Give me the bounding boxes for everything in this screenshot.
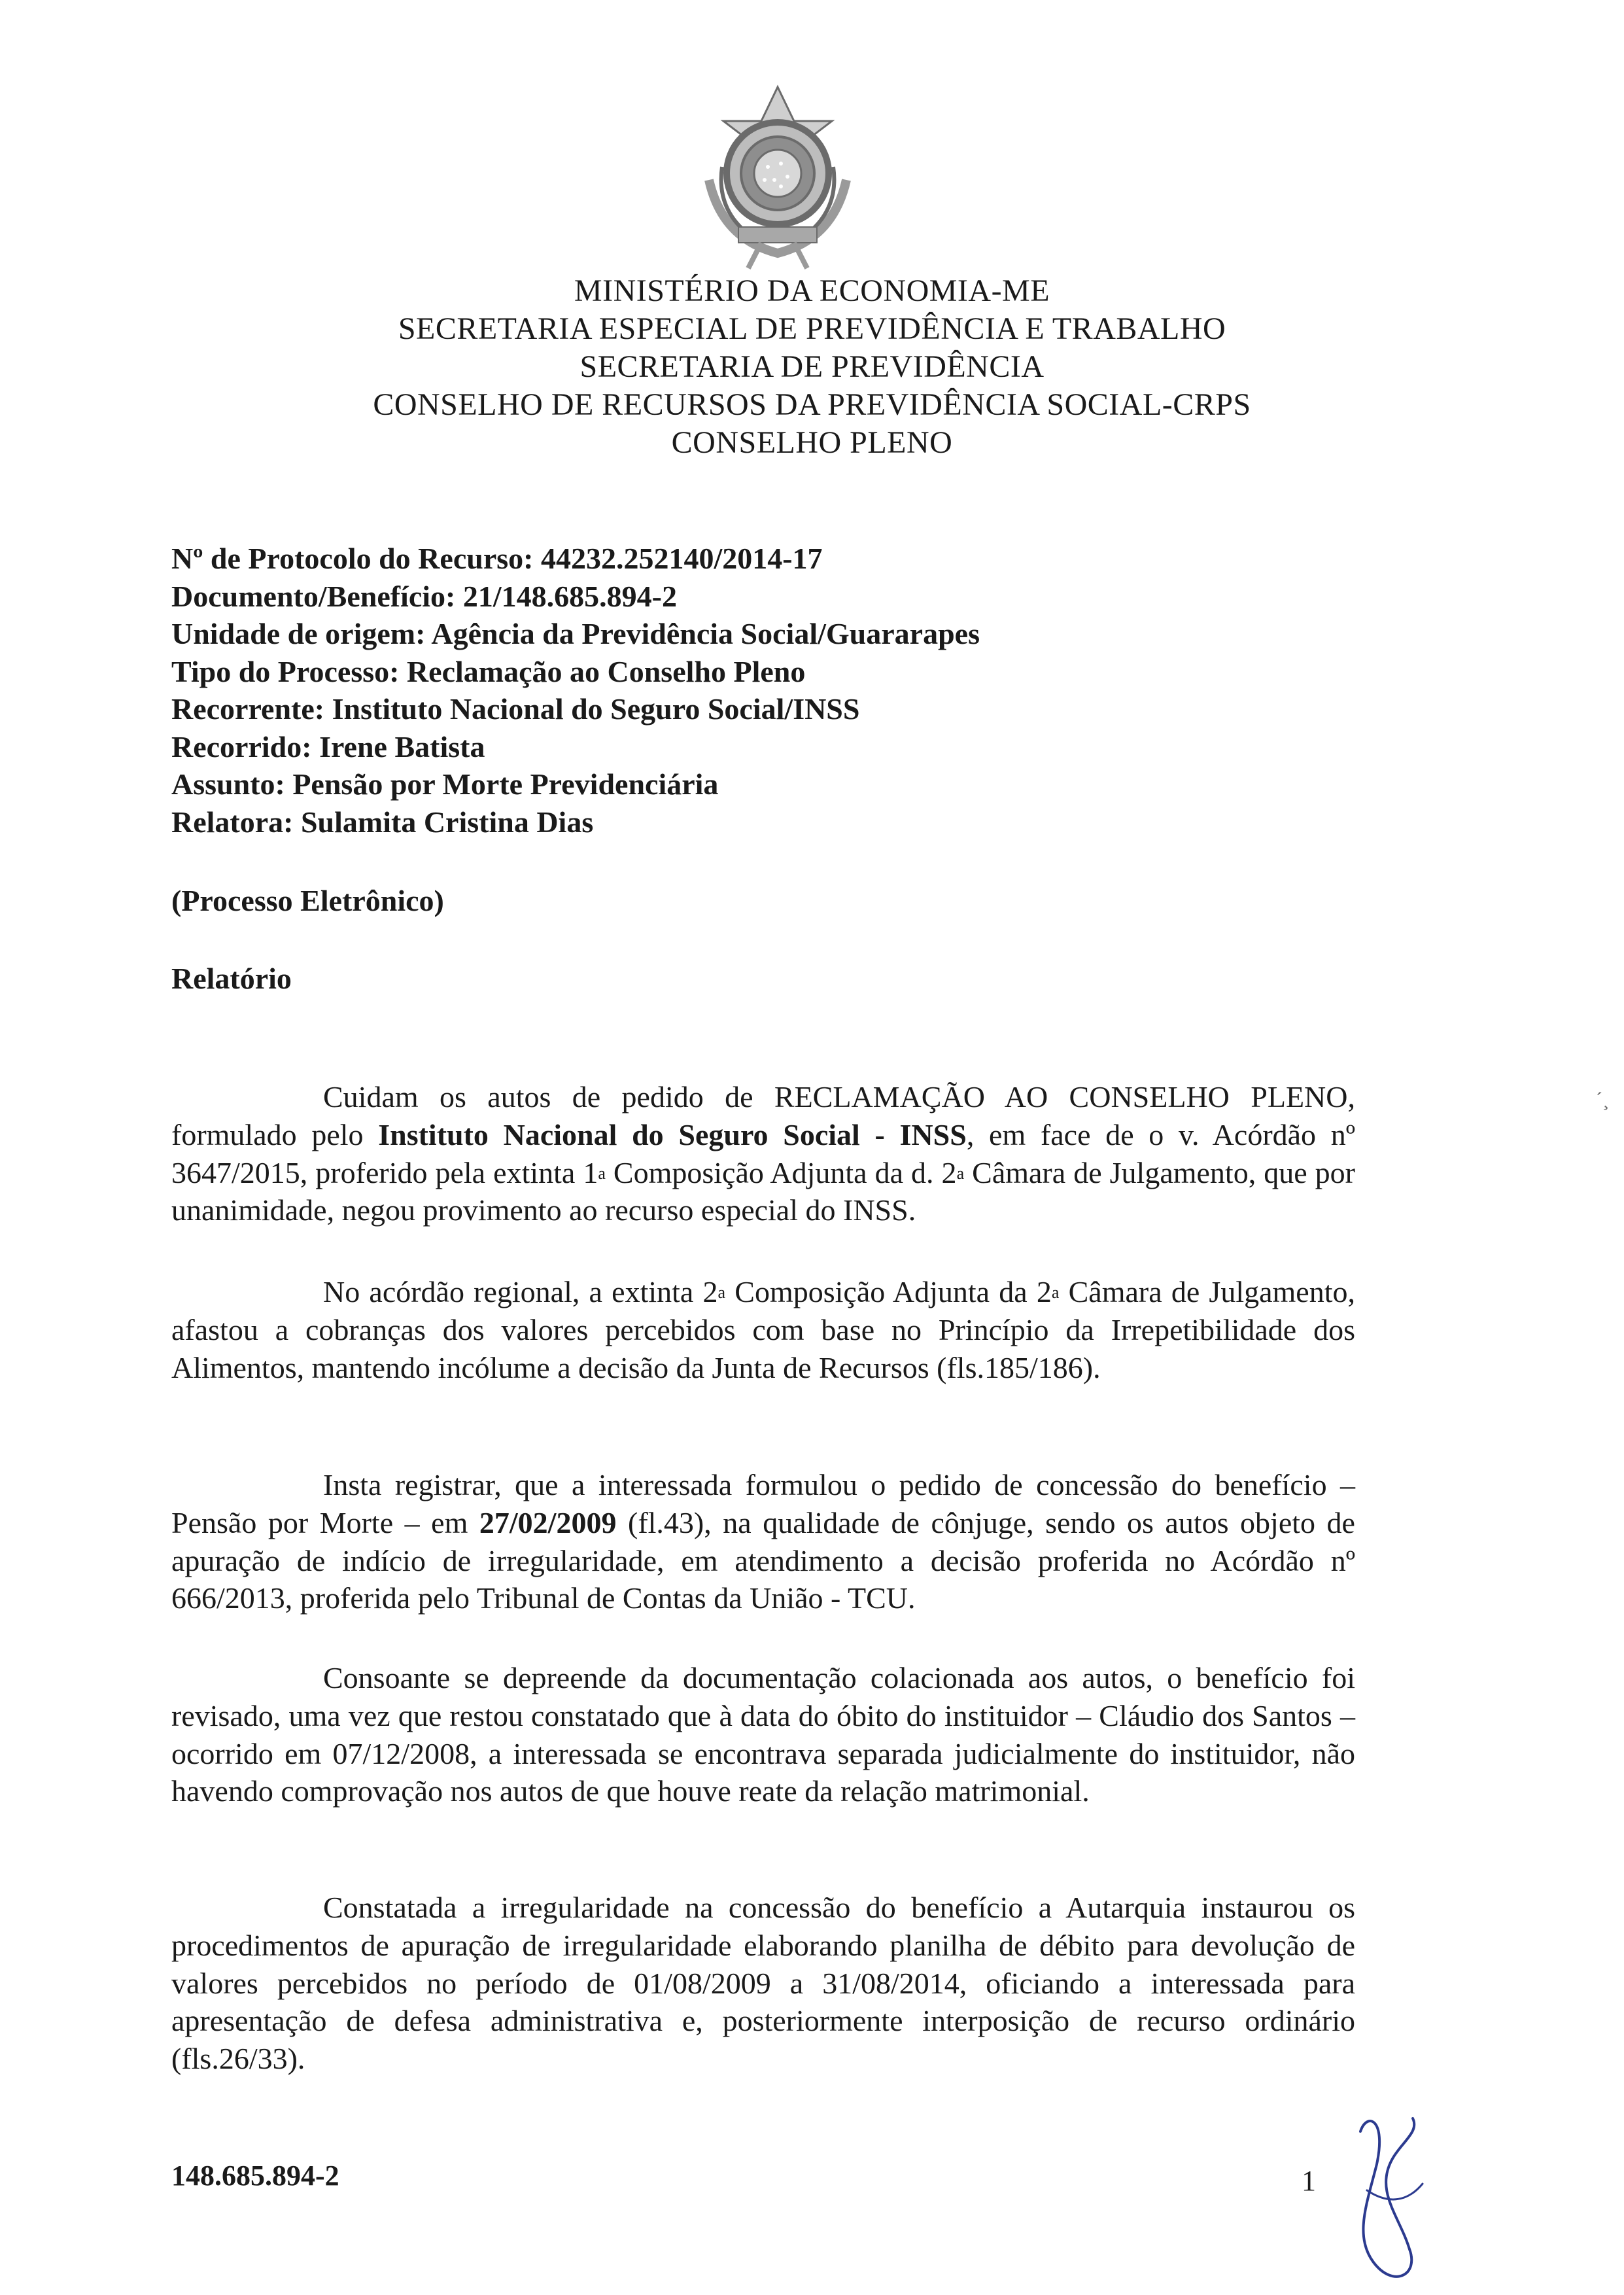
meta-rapporteur: Relatora: Sulamita Cristina Dias: [171, 805, 594, 839]
electronic-process-label: (Processo Eletrônico): [171, 884, 444, 917]
paragraph-4: [171, 1659, 1355, 1810]
paragraph-5: [171, 1889, 1355, 2078]
p1-text-e: Câmara de Julgamento, que por unanimidade, negou provimento ao recurso especial do INSS.: [171, 1155, 1355, 1227]
document-header: [0, 272, 1624, 462]
paragraph-2: [171, 1273, 1355, 1386]
p2-text-a: No acórdão regional, a extinta 2: [323, 1275, 718, 1308]
paragraph-1: [171, 1078, 1355, 1229]
meta-process-type: Tipo do Processo: Reclamação ao Conselho Pleno: [171, 654, 806, 688]
p1-text-c: , em face de o v. Acórdão nº 3647/2015, proferido pela extinta 1: [171, 1117, 1356, 1189]
p4-text: Consoante se depreende da documentação colacionada aos autos, o benefício foi revisado, uma vez que restou constatado que à data do óbito do instituidor – Cláudio dos Santos – ocorrido em 07/12/2008, a interessada se encontrava separada judicialmente do instituidor, não havendo comprovação nos autos de que houve reate da relação matrimonial.: [171, 1661, 1355, 1808]
p2-sup-1: a: [717, 1283, 726, 1302]
p2-sup-2: a: [1051, 1283, 1060, 1302]
meta-document: Documento/Benefício: 21/148.685.894-2: [171, 579, 677, 613]
p2-text-b: Composição Adjunta da 2: [725, 1275, 1052, 1308]
p3-text-a: Insta registrar, que a interessada formulou o pedido de concessão do benefício – Pensão por Morte – em: [171, 1468, 1355, 1539]
footer-document-id: 148.685.894-2: [171, 2160, 339, 2192]
coat-of-arms-emblem: [683, 82, 872, 272]
p3-text-c: (fl.43), na qualidade de cônjuge, sendo os autos objeto de apuração de indício de irregularidade, em atendimento a decisão proferida no Acórdão nº 666/2013, proferida pelo Tribunal de Contas da União - TCU.: [171, 1505, 1355, 1615]
page-number: 1: [1302, 2165, 1316, 2197]
p1-party-name: Instituto Nacional do Seguro Social - INSS: [378, 1117, 967, 1151]
header-secretariat: SECRETARIA DE PREVIDÊNCIA: [579, 349, 1045, 384]
header-special-secretariat: SECRETARIA ESPECIAL DE PREVIDÊNCIA E TRABALHO: [398, 311, 1226, 346]
meta-subject: Assunto: Pensão por Morte Previdenciária: [171, 767, 719, 801]
case-metadata: [171, 540, 980, 841]
meta-appellant: Recorrente: Instituto Nacional do Seguro Social/INSS: [171, 692, 860, 726]
meta-protocol: Nº de Protocolo do Recurso: 44232.252140/2014-17: [171, 542, 823, 575]
p1-sup-2: a: [956, 1163, 965, 1183]
p5-text: Constatada a irregularidade na concessão do benefício a Autarquia instaurou os procedimentos de apuração de irregularidade elaborando planilha de débito para devolução de valores percebidos no período de 01/08/2009 a 31/08/2014, oficiando a interessada para apresentação de defesa administrativa e, posteriormente interposição de recurso ordinário (fls.26/33).: [171, 1891, 1355, 2076]
paragraph-3: [171, 1466, 1355, 1617]
header-council: CONSELHO DE RECURSOS DA PREVIDÊNCIA SOCIAL-CRPS: [373, 387, 1251, 422]
header-plenary: CONSELHO PLENO: [671, 425, 953, 460]
p1-text-d: Composição Adjunta da d. 2: [605, 1155, 957, 1189]
meta-origin-unit: Unidade de origem: Agência da Previdência Social/Guararapes: [171, 617, 980, 650]
stray-mark: ´¸: [1596, 1089, 1609, 1110]
p1-text-a: Cuidam os autos de pedido de RECLAMAÇÃO AO CONSELHO PLENO, formulado pelo: [171, 1080, 1355, 1151]
report-heading: Relatório: [171, 962, 292, 995]
p1-sup-1: a: [598, 1163, 606, 1183]
p2-text-c: Câmara de Julgamento, afastou a cobranças dos valores percebidos com base no Princípio da Irrepetibilidade dos Alimentos, mantendo incólume a decisão da Junta de Recursos (fls.185/186).: [171, 1275, 1356, 1384]
handwritten-initials: [1347, 2105, 1432, 2295]
p3-date: 27/02/2009: [479, 1505, 617, 1539]
meta-appellee: Recorrido: Irene Batista: [171, 729, 485, 763]
header-ministry: MINISTÉRIO DA ECONOMIA-ME: [574, 273, 1050, 308]
